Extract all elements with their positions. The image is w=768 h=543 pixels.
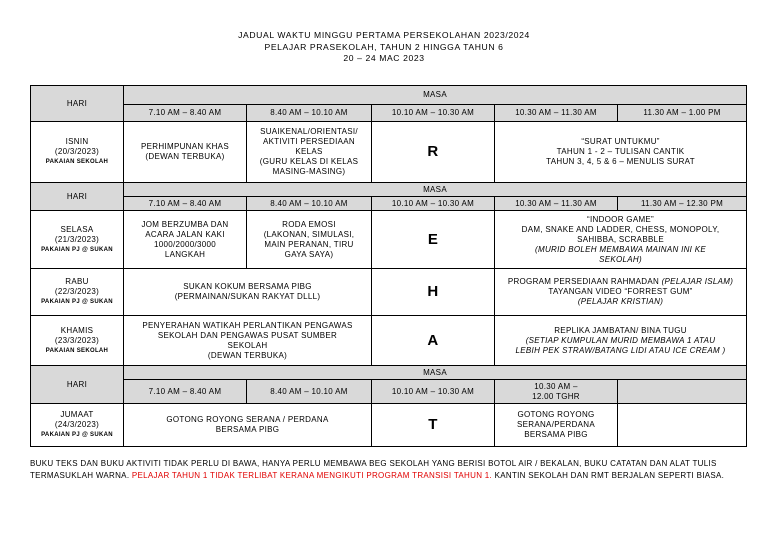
masa-header: MASA (124, 86, 747, 105)
row-rabu (31, 269, 747, 316)
text-line: 1000/2000/3000 (153, 239, 217, 249)
time-slot-1: 7.10 AM – 8.40 AM (124, 380, 247, 404)
text-line: JOM BERZUMBA DAN (141, 219, 229, 229)
text-line: TAHUN 3, 4, 5 & 6 – MENULIS SURAT (546, 157, 695, 166)
masa-header: MASA (124, 366, 747, 380)
text-line: (LAKONAN, SIMULASI, (263, 229, 355, 239)
text-line: (MURID BOLEH MEMBAWA MAINAN INI KE (535, 244, 706, 254)
jumaat-empty-cell (618, 404, 747, 447)
text-line: BERSAMA PIBG (215, 425, 280, 434)
hari-header: HARI (31, 183, 124, 211)
rabu-activity-2 (495, 269, 747, 316)
footer-text-red: PELAJAR TAHUN 1 TIDAK TERLIBAT KERANA MENGIKUTI PROGRAM TRANSISI TAHUN 1. (131, 471, 493, 480)
text-line: (PERMAINAN/SUKAN RAKYAT DLLL) (174, 292, 321, 301)
selasa-activity-3 (495, 211, 747, 269)
time-slot-4: 10.30 AM – 11.30 AM (495, 197, 618, 211)
text-line: LANGKAH (164, 249, 206, 259)
text-line: AKTIVITI PERSEDIAAN (263, 137, 355, 146)
text-line: SUKAN KOKUM BERSAMA PIBG (183, 282, 312, 291)
title-line-2: PELAJAR PRASEKOLAH, TAHUN 2 HINGGA TAHUN 6 (264, 41, 504, 52)
text-line: TAHUN 1 - 2 – TULISAN CANTIK (556, 147, 685, 156)
row-isnin (31, 122, 747, 183)
day-selasa (31, 211, 124, 269)
time-slot-3: 10.10 AM – 10.30 AM (372, 380, 495, 404)
day-attire: PAKAIAN PJ @ SUKAN (41, 246, 113, 253)
time-slot-5: 11.30 AM – 12.30 PM (618, 197, 747, 211)
row-khamis (31, 316, 747, 366)
text-line: “SURAT UNTUKMU” (581, 137, 660, 146)
text-line: (SETIAP KUMPULAN MURID MEMBAWA 1 ATAU (525, 335, 716, 345)
text-line: (GURU KELAS DI KELAS (259, 157, 359, 166)
timetable (30, 85, 747, 447)
day-attire: PAKAIAN SEKOLAH (45, 159, 109, 165)
break-letter-a: A (372, 316, 495, 366)
text-line: GOTONG ROYONG (517, 410, 595, 419)
selasa-activity-2 (247, 211, 372, 269)
time-slot-2: 8.40 AM – 10.10 AM (247, 380, 372, 404)
isnin-activity-3 (495, 122, 747, 183)
time-slot-1: 7.10 AM – 8.40 AM (124, 197, 247, 211)
day-date: (23/3/2023) (54, 335, 100, 345)
jumaat-activity-1 (124, 404, 372, 447)
selasa-activity-1 (124, 211, 247, 269)
text-line: MASING-MASING) (272, 167, 346, 176)
text-line: 12.00 TGHR (532, 391, 580, 401)
text-line: “INDOOR GAME” (587, 214, 655, 224)
program-note: (PELAJAR ISLAM) (661, 277, 734, 286)
text-line: PERHIMPUNAN KHAS (141, 142, 229, 151)
text-line: TAYANGAN VIDEO “FORREST GUM” (548, 287, 693, 296)
day-isnin (31, 122, 124, 183)
text-line: 10.30 AM – (534, 381, 578, 391)
day-name: ISNIN (65, 137, 89, 146)
day-date: (20/3/2023) (54, 147, 100, 156)
break-letter-e: E (372, 211, 495, 269)
text-line: ACARA JALAN KAKI (145, 229, 225, 239)
day-name: KHAMIS (60, 325, 94, 335)
text-line: SUAIKENAL/ORIENTASI/ (260, 127, 358, 136)
day-date: (24/3/2023) (54, 420, 100, 429)
rabu-activity-1 (124, 269, 372, 316)
jumaat-activity-2 (495, 404, 618, 447)
footer-note (30, 458, 750, 482)
day-khamis (31, 316, 124, 366)
text-line: REPLIKA JAMBATAN/ BINA TUGU (554, 325, 687, 335)
break-letter-h: H (372, 269, 495, 316)
time-slot-1: 7.10 AM – 8.40 AM (124, 105, 247, 122)
text-line: SEKOLAH DAN PENGAWAS PUSAT SUMBER (157, 330, 338, 340)
text-line: MAIN PERANAN, TIRU (264, 239, 354, 249)
day-rabu (31, 269, 124, 316)
time-slot-5: 11.30 AM – 1.00 PM (618, 105, 747, 122)
text-line: GAYA SAYA) (284, 249, 334, 259)
title-line-3: 20 – 24 MAC 2023 (343, 53, 425, 63)
isnin-activity-1 (124, 122, 247, 183)
day-name: RABU (65, 277, 89, 286)
title-line-1: JADUAL WAKTU MINGGU PERTAMA PERSEKOLAHAN 2023/2024 (238, 30, 530, 40)
text-line: (PELAJAR KRISTIAN) (577, 297, 664, 306)
khamis-activity-2 (495, 316, 747, 366)
text-line: (DEWAN TERBUKA) (207, 350, 288, 360)
text-line: (DEWAN TERBUKA) (145, 152, 225, 161)
text-line: GOTONG ROYONG SERANA / PERDANA (166, 415, 329, 424)
text-line: RODA EMOSI (282, 219, 336, 229)
hari-header: HARI (31, 366, 124, 404)
text-line: DAM, SNAKE AND LADDER, CHESS, MONOPOLY, (521, 224, 720, 234)
text-line: SERANA/PERDANA (517, 420, 595, 429)
footer-text-1: BUKU TEKS DAN BUKU AKTIVITI TIDAK PERLU DI BAWA, HANYA PERLU MEMBAWA BEG SEKOLAH YANG BERISI BOTOL AIR / BEKALAN, BUKU CATATAN DAN ALAT TULIS TERMASUKLAH WARNA. (30, 459, 717, 480)
time-slot-5-empty (618, 380, 747, 404)
day-name: JUMAAT (60, 410, 94, 419)
text-line: PENYERAHAN WATIKAH PERLANTIKAN PENGAWAS (142, 320, 353, 330)
text-line: SAHIBBA, SCRABBLE (577, 234, 664, 244)
row-jumaat (31, 404, 747, 447)
text-line: SEKOLAH) (599, 254, 642, 264)
break-letter-t: T (372, 404, 495, 447)
day-attire: PAKAIAN SEKOLAH (45, 347, 109, 354)
row-selasa (31, 211, 747, 269)
day-attire: PAKAIAN PJ @ SUKAN (41, 299, 113, 305)
program-text: PROGRAM PERSEDIAAN RAHMADAN (507, 277, 660, 286)
text-line: BERSAMA PIBG (524, 430, 588, 439)
time-slot-2: 8.40 AM – 10.10 AM (247, 197, 372, 211)
masa-header: MASA (124, 183, 747, 197)
footer-text-2: KANTIN SEKOLAH DAN RMT BERJALAN SEPERTI BIASA. (492, 471, 725, 480)
day-attire: PAKAIAN PJ @ SUKAN (41, 432, 113, 438)
isnin-activity-2 (247, 122, 372, 183)
text-line (497, 277, 744, 287)
day-name: SELASA (60, 224, 94, 234)
day-date: (21/3/2023) (54, 234, 100, 244)
time-slot-2: 8.40 AM – 10.10 AM (247, 105, 372, 122)
time-slot-3: 10.10 AM – 10.30 AM (372, 197, 495, 211)
day-date: (22/3/2023) (54, 287, 100, 296)
text-line: LEBIH PEK STRAW/BATANG LIDI ATAU ICE CREAM ) (515, 345, 726, 355)
hari-header: HARI (31, 86, 124, 122)
break-letter-r: R (372, 122, 495, 183)
khamis-activity-1 (124, 316, 372, 366)
time-slot-4: 10.30 AM – 11.30 AM (495, 105, 618, 122)
text-line: KELAS (295, 147, 323, 156)
text-line: SEKOLAH (227, 340, 268, 350)
time-slot-4 (495, 380, 618, 404)
document-header (0, 30, 768, 65)
time-slot-3: 10.10 AM – 10.30 AM (372, 105, 495, 122)
day-jumaat (31, 404, 124, 447)
